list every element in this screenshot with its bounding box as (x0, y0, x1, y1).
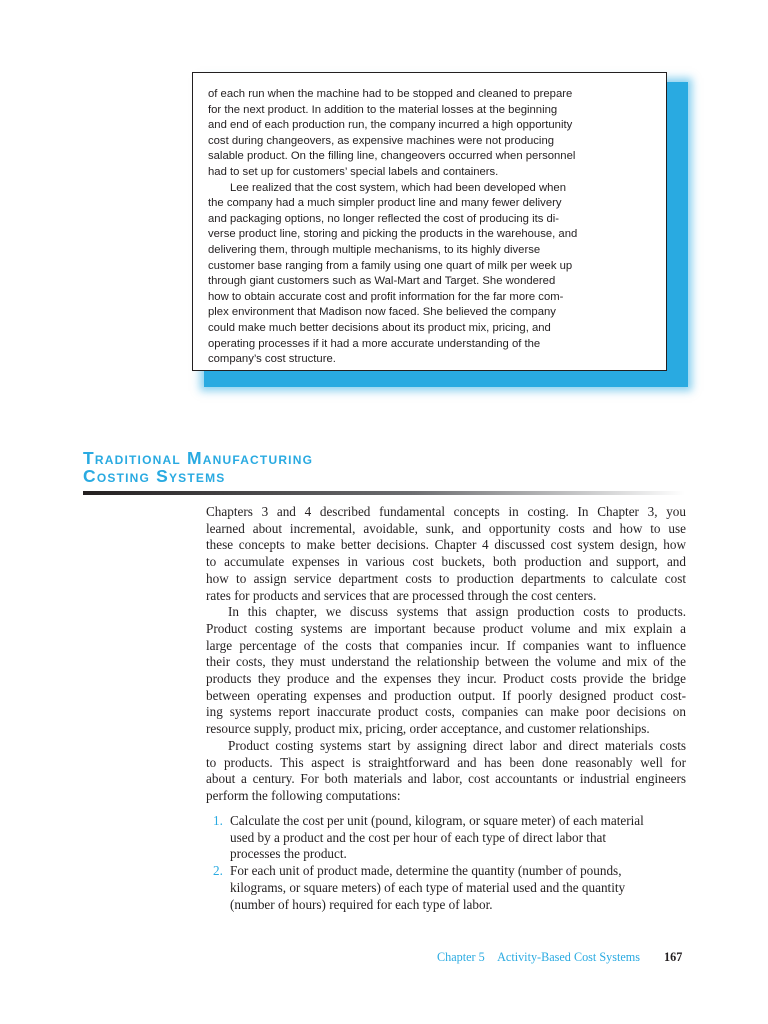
running-footer (437, 950, 640, 965)
body-line: about a century. For both materials and labor, cost accountants or industrial engineers (206, 771, 686, 787)
list-line: For each unit of product made, determine the quantity (number of pounds, (230, 863, 622, 879)
case-line: and end of each production run, the company incurred a high opportunity (208, 119, 573, 132)
body-line: Product costing systems are important because product volume and mix explain a (206, 620, 686, 636)
list-item (213, 813, 683, 863)
case-paragraph-1 (208, 87, 652, 181)
list-line: processes the product. (230, 846, 347, 862)
case-line: of each run when the machine had to be stopped and cleaned to prepare (208, 88, 573, 100)
case-line: salable product. On the filling line, changeovers occurred when personnel (208, 150, 576, 163)
body-line: learned about incremental, avoidable, sunk, and opportunity costs and how to use (206, 520, 686, 536)
list-item (213, 863, 683, 913)
case-line: delivering them, through multiple mechanisms, to its highly diverse (208, 243, 541, 256)
body-line: Product costing systems start by assigning direct labor and direct materials costs (228, 737, 686, 753)
footer-title: Activity-Based Cost Systems (497, 950, 640, 964)
case-line: how to obtain accurate cost and profit information for the far more com- (208, 290, 564, 303)
body-line: resource supply, product mix, pricing, order acceptance, and customer relationships. (206, 721, 650, 737)
body-line: In this chapter, we discuss systems that assign production costs to products. (228, 604, 686, 620)
list-line: (number of hours) required for each type of labor. (230, 896, 493, 912)
list-line: kilograms, or square meters) of each type of material used and the quantity (230, 879, 626, 895)
body-line: their costs, they must understand the relationship between the volume and mix of the (206, 654, 686, 670)
body-line: how to assign service department costs to production departments to calculate cost (206, 570, 686, 586)
case-line: Lee realized that the cost system, which had been developed when (230, 181, 566, 194)
body-line: to products. This aspect is straightforward and has been done reasonably well for (206, 754, 686, 770)
case-line: verse product line, storing and picking the products in the warehouse, and (208, 228, 578, 241)
case-line: had to set up for customers’ special labels and containers. (208, 165, 499, 178)
body-paragraph-3 (206, 738, 686, 805)
body-line: ing systems report inaccurate product costs, companies can make poor decisions on (206, 704, 686, 720)
list-line: Calculate the cost per unit (pound, kilogram, or square meter) of each material (230, 813, 644, 828)
body-line: products they produce and the expenses they incur. Product costs provide the bridge (206, 671, 686, 687)
case-line: cost during changeovers, as expensive machines were not producing (208, 134, 555, 147)
case-line: could make much better decisions about its product mix, pricing, and (208, 321, 551, 334)
case-line: customer base ranging from a family using one quart of milk per week up (208, 259, 573, 272)
numbered-list (213, 813, 683, 913)
list-number: 2. (213, 863, 223, 879)
body-paragraph-2 (206, 604, 686, 738)
list-line: used by a product and the cost per hour of each type of direct labor that (230, 829, 607, 845)
case-line: company’s cost structure. (208, 353, 336, 366)
body-line: Chapters 3 and 4 described fundamental concepts in costing. In Chapter 3, you (206, 504, 686, 519)
page-number: 167 (664, 950, 683, 964)
body-line: these concepts to make better decisions. Chapter 4 discussed cost system design, how (206, 537, 686, 553)
case-paragraph-2 (208, 181, 652, 368)
case-line: for the next product. In addition to the material losses at the beginning (208, 103, 558, 116)
case-line: and packaging options, no longer reflected the cost of producing its di- (208, 212, 560, 225)
body-line: to accumulate expenses in various cost buckets, both production and support, and (206, 554, 686, 570)
case-line: the company had a much simpler product line and many fewer delivery (208, 197, 562, 210)
heading-rule (83, 491, 685, 495)
footer-chapter: Chapter 5 (437, 950, 485, 964)
body-line: rates for products and services that are processed through the cost centers. (206, 587, 597, 603)
body-paragraph-1 (206, 504, 686, 604)
list-number: 1. (213, 813, 223, 828)
section-heading-line-1: Traditional Manufacturing (83, 448, 314, 468)
body-line: large percentage of the costs that companies incur. If companies want to influence (206, 637, 686, 653)
body-line: between operating expenses and production output. If poorly designed product cost- (206, 687, 686, 703)
case-line: plex environment that Madison now faced. She believed the company (208, 306, 556, 319)
body-text (206, 504, 686, 805)
case-line: through giant customers such as Wal-Mart and Target. She wondered (208, 275, 556, 288)
section-heading-line-2: Costing Systems (83, 465, 226, 486)
case-study-box (192, 72, 667, 371)
body-line: perform the following computations: (206, 787, 401, 803)
section-heading (83, 450, 313, 485)
case-line: operating processes if it had a more accurate understanding of the (208, 337, 541, 350)
